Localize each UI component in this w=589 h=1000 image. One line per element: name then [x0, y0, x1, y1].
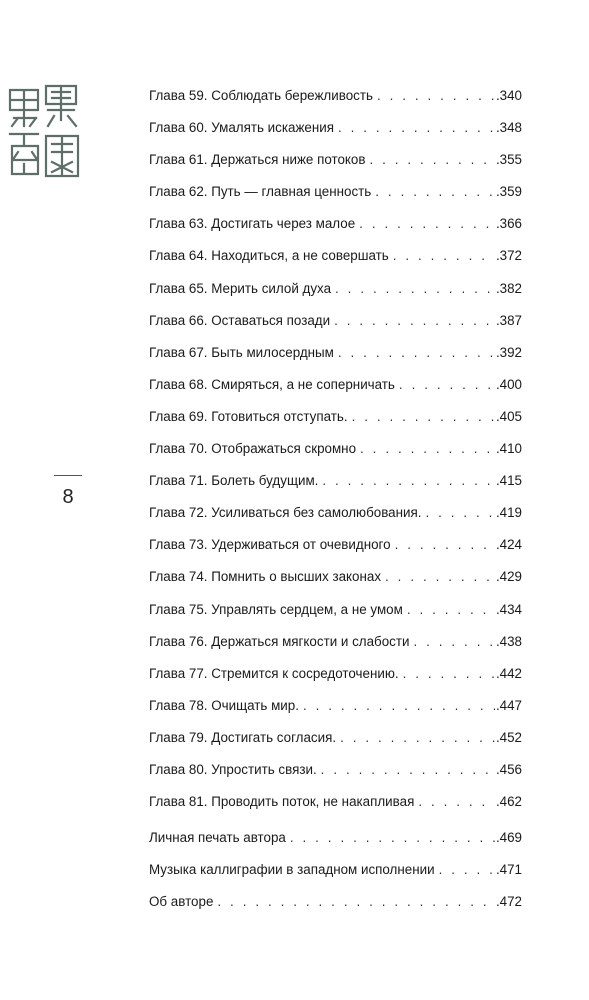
- toc-dot-leader: [407, 602, 495, 617]
- toc-entry-title: Глава 76. Держаться мягкости и слабости: [149, 633, 410, 649]
- toc-entry[interactable]: [149, 377, 522, 409]
- toc-dot-leader: [375, 184, 495, 199]
- toc-entry-page: .355: [495, 152, 522, 168]
- toc-entry-page: .456: [495, 761, 522, 777]
- toc-entry[interactable]: [149, 409, 522, 441]
- toc-entry-page: .452: [495, 729, 522, 745]
- toc-entry-title: Глава 61. Держаться ниже потоков: [149, 152, 366, 168]
- toc-entry[interactable]: [149, 281, 522, 313]
- toc-entry-title: Глава 81. Проводить поток, не накапливая: [149, 794, 415, 810]
- table-of-contents: [149, 88, 522, 826]
- toc-entry-title: Глава 63. Достигать через малое: [149, 216, 356, 232]
- toc-entry-title: Личная печать автора: [149, 830, 286, 845]
- toc-entry-title: Глава 60. Умалять искажения: [149, 120, 334, 136]
- toc-entry-title: Глава 80. Упростить связи.: [149, 761, 317, 777]
- toc-dot-leader: [303, 698, 495, 713]
- toc-dot-leader: [359, 216, 495, 231]
- toc-entry-page: .387: [495, 312, 522, 328]
- toc-dot-leader: [217, 894, 495, 909]
- toc-entry-page: .469: [495, 830, 522, 845]
- toc-dot-leader: [369, 152, 494, 167]
- toc-entry[interactable]: [149, 569, 522, 601]
- toc-entry[interactable]: [149, 698, 522, 730]
- toc-entry-page: .462: [495, 794, 522, 810]
- toc-dot-leader: [425, 505, 494, 520]
- toc-dot-leader: [413, 634, 494, 649]
- toc-entry-title: Глава 69. Готовиться отступать.: [149, 408, 348, 424]
- toc-entry-page: .372: [495, 248, 522, 264]
- toc-entry-title: Глава 64. Находиться, а не совершать: [149, 248, 389, 264]
- toc-entry-title: Глава 73. Удерживаться от очевидного: [149, 537, 391, 553]
- table-of-contents-extras: [149, 830, 522, 926]
- toc-dot-leader: [290, 830, 495, 845]
- toc-entry[interactable]: [149, 505, 522, 537]
- toc-entry[interactable]: [149, 666, 522, 698]
- toc-entry-page: .348: [495, 120, 522, 136]
- toc-entry[interactable]: [149, 120, 522, 152]
- toc-entry-page: .471: [495, 862, 522, 878]
- toc-dot-leader: [418, 794, 495, 809]
- toc-entry[interactable]: [149, 441, 522, 473]
- toc-entry-title: Глава 67. Быть милосердным: [149, 344, 334, 360]
- toc-entry[interactable]: [149, 248, 522, 280]
- toc-entry-title: Музыка каллиграфии в западном исполнении: [149, 862, 435, 878]
- toc-entry-page: .434: [495, 601, 522, 617]
- toc-entry[interactable]: [149, 216, 522, 248]
- toc-entry[interactable]: [149, 184, 522, 216]
- toc-dot-leader: [377, 88, 495, 103]
- toc-entry-title: Глава 65. Мерить силой духа: [149, 280, 332, 296]
- toc-entry[interactable]: [149, 152, 522, 184]
- toc-entry-page: .472: [495, 894, 522, 910]
- toc-dot-leader: [352, 409, 495, 424]
- toc-entry-page: .359: [495, 184, 522, 200]
- toc-entry-title: Глава 68. Смиряться, а не соперничать: [149, 376, 395, 392]
- toc-entry-page: .438: [495, 633, 522, 649]
- toc-entry[interactable]: [149, 602, 522, 634]
- toc-entry-page: .392: [495, 344, 522, 360]
- toc-entry-title: Глава 78. Очищать мир.: [149, 697, 299, 713]
- toc-entry-title: Глава 79. Достигать согласия.: [149, 729, 337, 745]
- toc-entry-title: Глава 77. Стремится к сосредоточению.: [149, 665, 399, 681]
- toc-entry[interactable]: [149, 894, 522, 926]
- toc-dot-leader: [321, 762, 495, 777]
- toc-entry-page: .415: [495, 473, 522, 489]
- toc-entry[interactable]: [149, 730, 522, 762]
- toc-entry-title: Глава 70. Отображаться скромно: [149, 441, 357, 457]
- page-number: 8: [62, 486, 74, 508]
- toc-entry-title: Глава 72. Усиливаться без самолюбования.: [149, 505, 422, 521]
- toc-dot-leader: [385, 569, 495, 584]
- toc-entry-page: .366: [495, 216, 522, 232]
- toc-entry[interactable]: [149, 762, 522, 794]
- toc-entry[interactable]: [149, 634, 522, 666]
- toc-dot-leader: [439, 862, 495, 877]
- toc-entry[interactable]: [149, 862, 522, 894]
- toc-dot-leader: [340, 730, 495, 745]
- toc-entry-page: .447: [495, 697, 522, 713]
- toc-entry-title: Глава 59. Соблюдать бережливость: [149, 88, 373, 103]
- toc-entry-page: .340: [495, 88, 522, 103]
- toc-dot-leader: [335, 281, 495, 296]
- page-number-rule: [54, 475, 82, 476]
- toc-dot-leader: [334, 313, 495, 328]
- toc-dot-leader: [338, 120, 495, 135]
- toc-entry[interactable]: [149, 473, 522, 505]
- toc-entry[interactable]: [149, 794, 522, 826]
- toc-dot-leader: [399, 377, 495, 392]
- toc-entry-title: Об авторе: [149, 894, 214, 910]
- toc-entry-title: Глава 62. Путь — главная ценность: [149, 184, 372, 200]
- toc-entry-title: Глава 71. Болеть будущим.: [149, 473, 319, 489]
- toc-dot-leader: [403, 666, 495, 681]
- toc-entry-page: .429: [495, 569, 522, 585]
- toc-entry-page: .419: [495, 505, 522, 521]
- toc-entry-page: .442: [495, 665, 522, 681]
- toc-entry[interactable]: [149, 345, 522, 377]
- toc-entry-page: .400: [495, 376, 522, 392]
- toc-dot-leader: [322, 473, 495, 488]
- toc-entry[interactable]: [149, 537, 522, 569]
- toc-entry[interactable]: [149, 830, 522, 862]
- toc-entry-page: .405: [495, 408, 522, 424]
- toc-entry[interactable]: [149, 313, 522, 345]
- toc-entry-title: Глава 74. Помнить о высших законах: [149, 569, 382, 585]
- toc-entry[interactable]: [149, 88, 522, 120]
- toc-dot-leader: [338, 345, 495, 360]
- toc-entry-page: .382: [495, 280, 522, 296]
- toc-entry-title: Глава 66. Оставаться позади: [149, 312, 331, 328]
- toc-dot-leader: [395, 537, 495, 552]
- toc-dot-leader: [360, 441, 495, 456]
- toc-entry-page: .424: [495, 537, 522, 553]
- calligraphy-seal-icon: [4, 82, 84, 180]
- toc-entry-title: Глава 75. Управлять сердцем, а не умом: [149, 601, 403, 617]
- toc-entry-page: .410: [495, 441, 522, 457]
- toc-dot-leader: [393, 248, 495, 263]
